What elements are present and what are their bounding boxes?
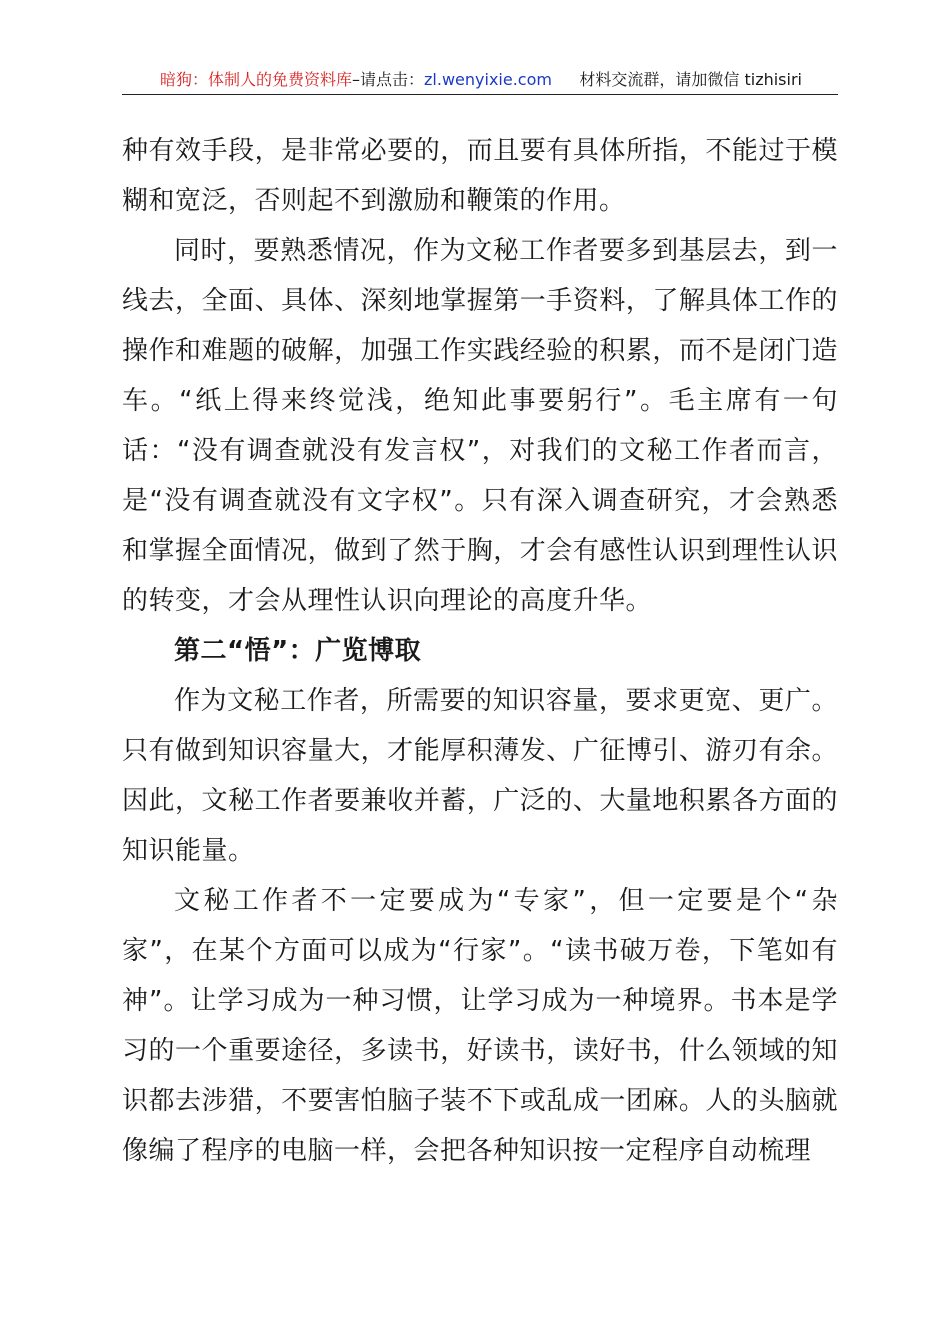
header-left xyxy=(160,68,552,92)
header-right xyxy=(579,68,802,92)
header-link-prefix: –请点击： xyxy=(352,70,425,89)
paragraph-4: 文秘工作者不一定要成为“专家”，但一定要是个“杂家”，在某个方面可以成为“行家”。“读书破万卷，下笔如有神”。让学习成为一种习惯，让学习成为一种境界。书本是学习的一个重要途径，多读书，好读书，读好书，什么领域的知识都去涉猎，不要害怕脑子装不下或乱成一团麻。人的头脑就像编了程序的电脑一样，会把各种知识按一定程序自动梳理 xyxy=(122,886,838,1166)
header-brand: 暗狗：体制人的免费资料库 xyxy=(160,70,353,89)
paragraph-2: 同时，要熟悉情况，作为文秘工作者要多到基层去，到一线去，全面、具体、深刻地掌握第一手资料，了解具体工作的操作和难题的破解，加强工作实践经验的积累，而不是闭门造车。“纸上得来终觉浅，绝知此事要躬行”。毛主席有一句话：“没有调查就没有发言权”，对我们的文秘工作者而言，是“没有调查就没有文字权”。只有深入调查研究，才会熟悉和掌握全面情况，做到了然于胸，才会有感性认识到理性认识的转变，才会从理性认识向理论的高度升华。 xyxy=(122,236,838,616)
document-body xyxy=(122,126,838,1176)
header-contact: 材料交流群，请加微信 tizhisiri xyxy=(579,70,802,89)
paragraph-1: 种有效手段，是非常必要的，而且要有具体所指，不能过于模糊和宽泛，否则起不到激励和鞭策的作用。 xyxy=(122,136,838,216)
paragraph-3: 作为文秘工作者，所需要的知识容量，要求更宽、更广。只有做到知识容量大，才能厚积薄发、广征博引、游刃有余。因此，文秘工作者要兼收并蓄，广泛的、大量地积累各方面的知识能量。 xyxy=(122,686,838,866)
page-header xyxy=(122,68,838,95)
header-link[interactable]: zl.wenyixie.com xyxy=(424,70,552,89)
section-heading: 第二“悟”：广览博取 xyxy=(174,636,422,666)
